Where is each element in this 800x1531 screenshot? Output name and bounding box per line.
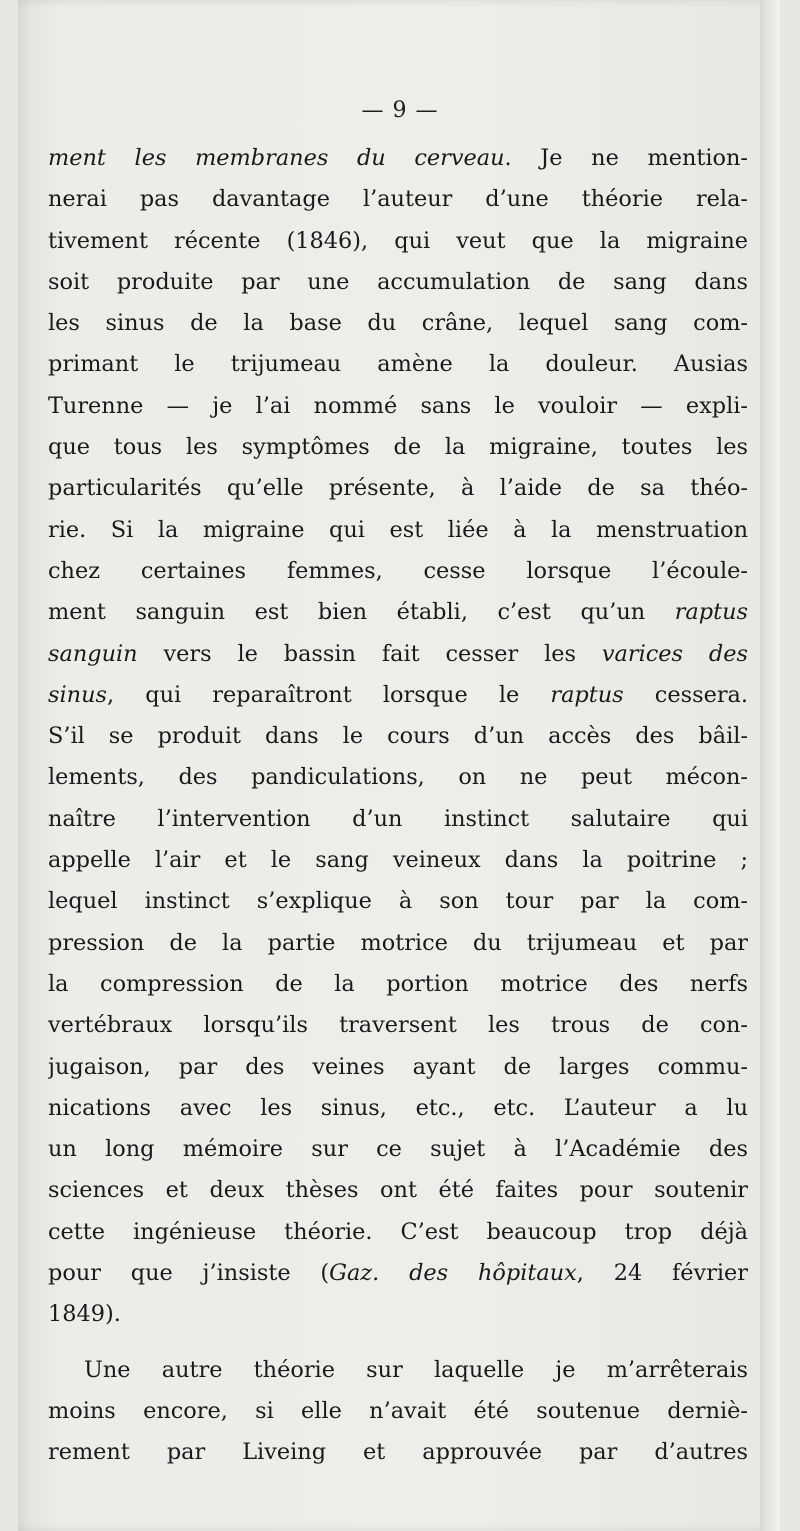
- text-line: chez certaines femmes, cesse lorsque l’écoule-: [48, 557, 748, 584]
- text-line: nerai pas davantage l’auteur d’une théorie rela-: [48, 186, 748, 213]
- paragraph-2: [48, 1350, 748, 1474]
- text-line: Turenne — je l’ai nommé sans le vouloir — expli-: [48, 392, 748, 419]
- text-line: vertébraux lorsqu’ils traversent les trous de con-: [48, 1012, 748, 1039]
- text-line: ment sanguin est bien établi, c’est qu’un raptus: [48, 599, 748, 626]
- text-line: sanguin vers le bassin fait cesser les varices des: [48, 640, 748, 667]
- paragraph-gap: [48, 1336, 748, 1350]
- text-line: nications avec les sinus, etc., etc. L’auteur a lu: [48, 1094, 748, 1121]
- page-number: — 9 —: [361, 98, 439, 123]
- text-line: lequel instinct s’explique à son tour par la com-: [48, 888, 748, 915]
- page-edge: [760, 0, 780, 1531]
- text-line: appelle l’air et le sang veineux dans la poitrine ;: [48, 847, 748, 874]
- text-line: particularités qu’elle présente, à l’aide de sa théo-: [48, 475, 748, 502]
- text-line: sinus, qui reparaîtront lorsque le raptus cessera.: [48, 681, 748, 708]
- text-line: un long mémoire sur ce sujet à l’Académie des: [48, 1136, 748, 1163]
- text-line: soit produite par une accumulation de sang dans: [48, 268, 748, 295]
- text-line: S’il se produit dans le cours d’un accès des bâil-: [48, 723, 748, 750]
- text-line: les sinus de la base du crâne, lequel sang com-: [48, 310, 748, 337]
- text-line: naître l’intervention d’un instinct salutaire qui: [48, 805, 748, 832]
- text-line: cette ingénieuse théorie. C’est beaucoup trop déjà: [48, 1218, 748, 1245]
- body-text: [48, 138, 748, 1474]
- text-line: 1849).: [48, 1301, 121, 1328]
- paragraph-1: [48, 138, 748, 1336]
- text-line: tivement récente (1846), qui veut que la migraine: [48, 227, 748, 254]
- text-line: lements, des pandiculations, on ne peut mécon-: [48, 764, 748, 791]
- text-line: Une autre théorie sur laquelle je m’arrêterais: [84, 1356, 748, 1383]
- text-line: moins encore, si elle n’avait été soutenue derniè-: [48, 1397, 748, 1424]
- text-line: rie. Si la migraine qui est liée à la menstruation: [48, 516, 748, 543]
- text-line: sciences et deux thèses ont été faites pour soutenir: [48, 1177, 748, 1204]
- text-line: pression de la partie motrice du trijumeau et par: [48, 929, 748, 956]
- text-line: ment les membranes du cerveau. Je ne mention-: [48, 145, 748, 171]
- text-line: jugaison, par des veines ayant de larges commu-: [48, 1053, 748, 1080]
- text-line: primant le trijumeau amène la douleur. Ausias: [48, 351, 748, 378]
- text-line: pour que j’insiste (Gaz. des hôpitaux, 24 février: [48, 1260, 748, 1287]
- text-line: la compression de la portion motrice des nerfs: [48, 970, 748, 997]
- text-line: rement par Liveing et approuvée par d’autres: [48, 1439, 748, 1466]
- text-line: que tous les symptômes de la migraine, toutes les: [48, 434, 748, 461]
